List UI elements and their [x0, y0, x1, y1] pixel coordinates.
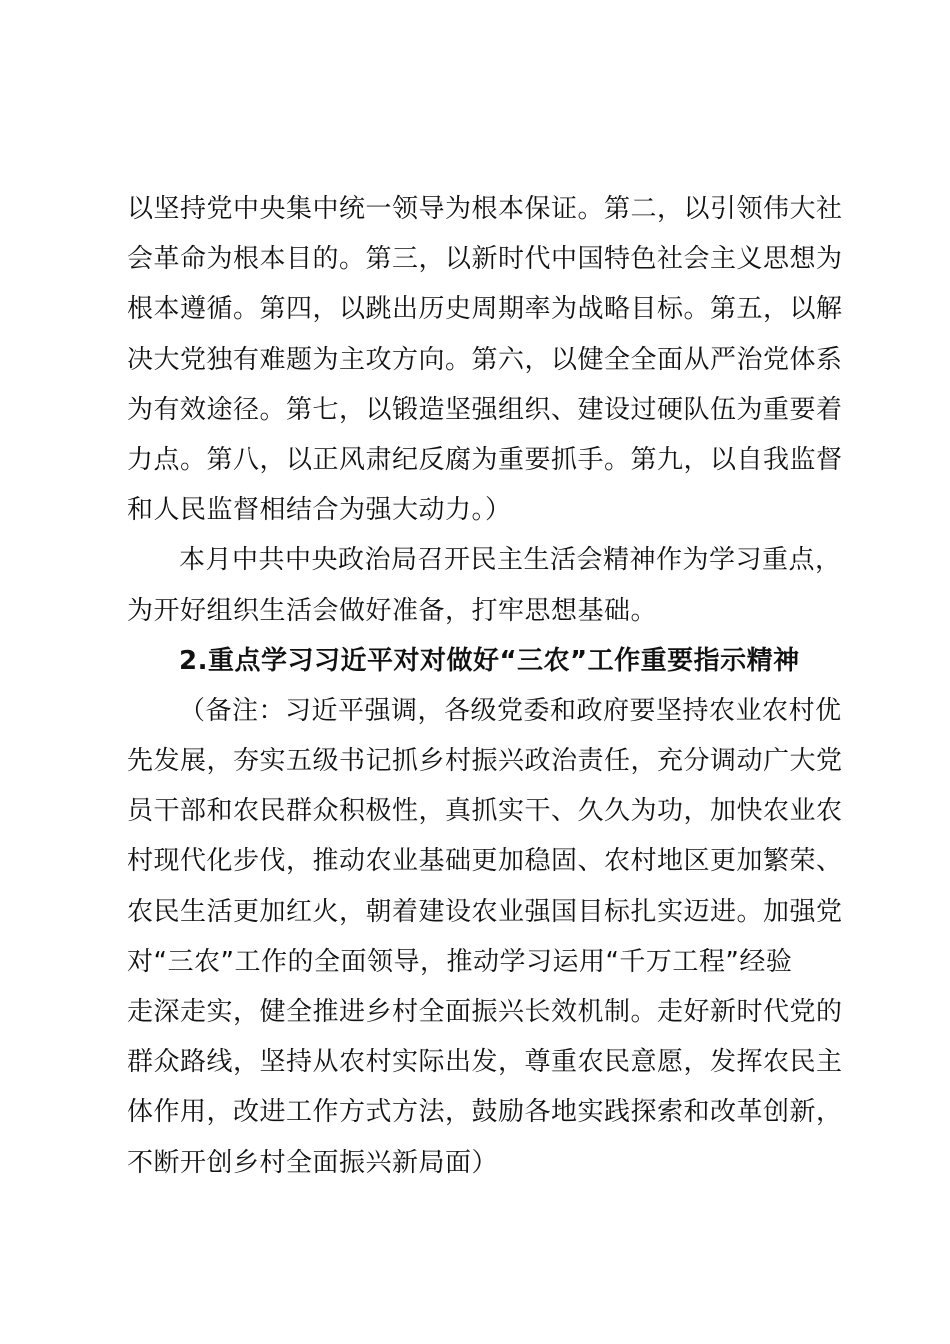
- document-body: [127, 184, 843, 1188]
- heading-text: 2.重点学习习近平对对做好“三农”工作重要指示精神: [179, 645, 800, 676]
- text-line: 根本遵循。第四，以跳出历史周期率为战略目标。第五，以解: [127, 294, 843, 325]
- text-line: 和人民监督相结合为强大动力。）: [127, 495, 512, 526]
- text-line: 对“三农”工作的全面领导，推动学习运用“千万工程”经验: [127, 946, 793, 977]
- text-line: 群众路线，坚持从农村实际出发，尊重农民意愿，发挥农民主: [127, 1047, 843, 1078]
- text-line: 以坚持党中央集中统一领导为根本保证。第二，以引领伟大社: [127, 194, 843, 224]
- paragraph-continuation: [127, 184, 843, 535]
- text-line: 本月中共中央政治局召开民主生活会精神作为学习重点，: [179, 545, 842, 576]
- text-line: 为有效途径。第七，以锻造坚强组织、建设过硬队伍为重要着: [127, 394, 843, 425]
- text-line: 会革命为根本目的。第三，以新时代中国特色社会主义思想为: [127, 244, 843, 275]
- text-line: 村现代化步伐，推动农业基础更加稳固、农村地区更加繁荣、: [127, 846, 843, 877]
- text-line: 决大党独有难题为主攻方向。第六，以健全全面从严治党体系: [127, 344, 843, 375]
- text-line: 体作用，改进工作方式方法，鼓励各地实践探索和改革创新，: [127, 1097, 843, 1128]
- text-line: 为开好组织生活会做好准备，打牢思想基础。: [127, 595, 658, 626]
- text-line: 走深走实，健全推进乡村全面振兴长效机制。走好新时代党的: [127, 997, 843, 1027]
- section-heading: [127, 636, 832, 686]
- paragraph-study-focus: [127, 535, 842, 635]
- text-line: 农民生活更加红火，朝着建设农业强国目标扎实迈进。加强党: [127, 896, 843, 927]
- text-line: 员干部和农民群众积极性，真抓实干、久久为功，加快农业农: [127, 796, 843, 827]
- text-line: （备注：习近平强调，各级党委和政府要坚持农业农村优: [179, 695, 842, 726]
- text-line: 先发展，夯实五级书记抓乡村振兴政治责任，充分调动广大党: [127, 746, 843, 777]
- paragraph-remarks: [127, 686, 843, 1188]
- text-line: 力点。第八，以正风肃纪反腐为重要抓手。第九，以自我监督: [127, 444, 843, 475]
- text-line: 不断开创乡村全面振兴新局面）: [127, 1147, 499, 1178]
